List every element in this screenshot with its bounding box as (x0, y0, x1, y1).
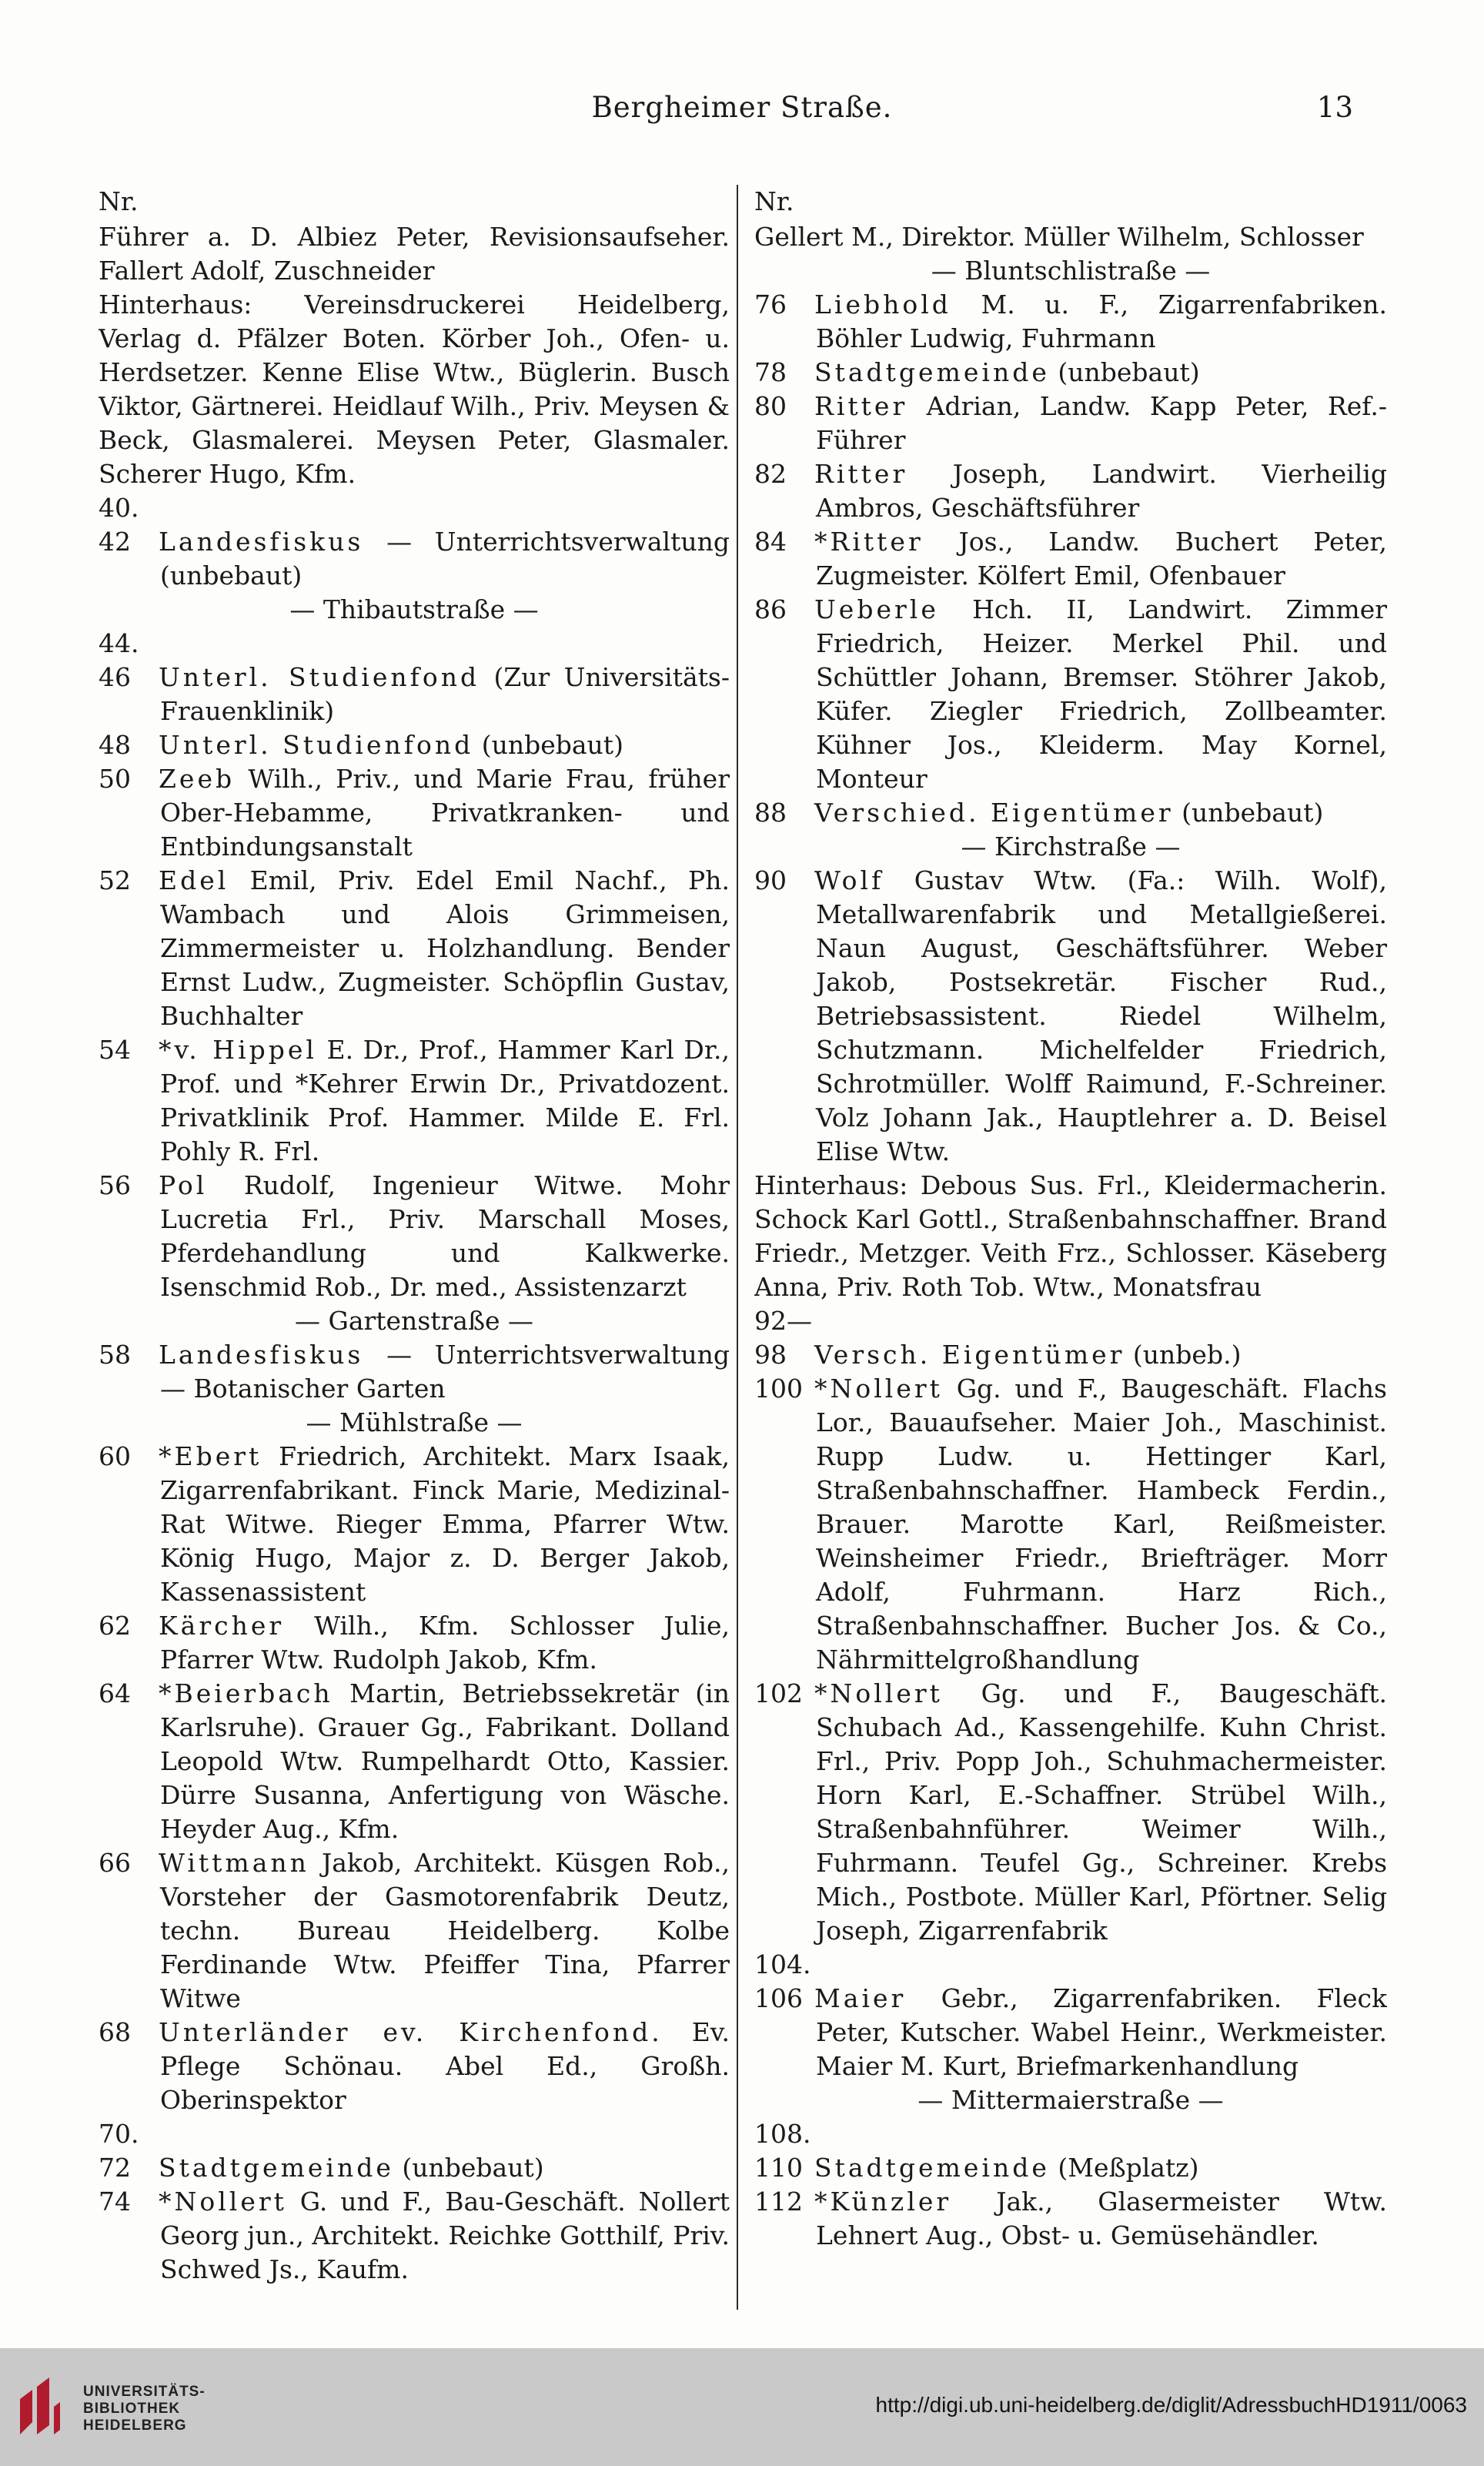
address-entry (754, 525, 1387, 593)
resident-text: Gg. und F., Baugeschäft. Schubach Ad., Kassengehilfe. Kuhn Christ. Frl., Priv. Popp Joh., Schuhmachermeister. Horn Karl, E.-Schaffner. Strübel Wilh., Straßenbahnführer. Weimer Wilh., Fuhrmann. Teufel Gg., Schreiner. Krebs Mich., Postbote. Müller Karl, Pförtner. Selig Joseph, Zigarrenfabrik (816, 1678, 1387, 1946)
house-number: 44. 46 (99, 628, 139, 692)
page-header (0, 91, 1484, 137)
column-number-label: Nr. (99, 186, 139, 216)
house-number: 62 (99, 1611, 131, 1641)
address-entry (99, 1033, 730, 1169)
owner-name: Landesfiskus (159, 527, 364, 557)
resident-text: (unbebaut) (1058, 357, 1200, 387)
house-number: 54 (99, 1035, 131, 1065)
resident-text: Wilh., Kfm. Schlosser Julie, Pfarrer Wtw. Rudolph Jakob, Kfm. (160, 1611, 730, 1675)
address-entry (99, 1677, 730, 1846)
column-divider (737, 185, 738, 2310)
resident-text: Ev. Pflege Schönau. Abel Ed., Großh. Oberinspektor (160, 2017, 730, 2115)
left-column (99, 185, 730, 2333)
address-entry (754, 356, 1387, 390)
house-number: 68 (99, 2017, 131, 2047)
owner-name: *Nollert (814, 1678, 943, 1708)
street-heading: — Kirchstraße — (961, 831, 1181, 862)
address-entry (754, 288, 1387, 356)
library-name-line-1: UNIVERSITÄTS- (83, 2384, 206, 2400)
house-number: 90 (754, 865, 787, 895)
house-number: 70. 72 (99, 2119, 139, 2183)
house-number: 82 (754, 459, 787, 489)
footer-bar (0, 2348, 1484, 2466)
library-logo-icon (17, 2376, 62, 2438)
address-entry (99, 864, 730, 1033)
address-entry (754, 1948, 1387, 2083)
owner-name: *v. Hippel (159, 1035, 317, 1065)
house-number: 56 (99, 1170, 131, 1200)
owner-name: Stadtgemeinde (159, 2153, 394, 2183)
address-entry (754, 390, 1387, 457)
owner-name: *Nollert (159, 2187, 287, 2217)
resident-text: Jakob, Architekt. Küsgen Rob., Vorsteher der Gasmotorenfabrik Deutz, techn. Bureau Heidelberg. Kolbe Ferdinande Wtw. Pfeiffer Tina, Pfarrer Witwe (160, 1848, 730, 2013)
house-number: 48 (99, 730, 131, 760)
owner-name: Versch. Eigentümer (814, 1340, 1125, 1370)
house-number: 52 (99, 865, 131, 895)
owner-name: Stadtgemeinde (814, 357, 1050, 387)
resident-text: M. u. F., Zigarrenfabriken. Böhler Ludwig, Fuhrmann (816, 289, 1387, 353)
owner-name: Unterl. Studienfond (159, 730, 474, 760)
resident-text: Joseph, Landwirt. Vierheilig Ambros, Geschäftsführer (816, 459, 1387, 523)
continuation-text: Hinterhaus: Debous Sus. Frl., Kleidermacherin. Schock Karl Gottl., Straßenbahnschaffner. Brand Friedr., Metzger. Veith Frz., Schlosser. Käseberg Anna, Priv. Roth Tob. Wtw., Monatsfrau (754, 1170, 1387, 1302)
address-entry (754, 1372, 1387, 1677)
owner-name: Unterl. Studienfond (159, 662, 480, 692)
resident-text: (unbeb.) (1132, 1340, 1242, 1370)
address-entry (754, 796, 1387, 830)
page-number: 13 (1316, 91, 1353, 124)
resident-text: (unbebaut) (1182, 798, 1324, 828)
owner-name: Verschied. Eigentümer (814, 798, 1174, 828)
continuation-text: Gellert M., Direktor. Müller Wilhelm, Schlosser (754, 222, 1364, 252)
owner-name: Ritter (814, 459, 908, 489)
right-column (754, 185, 1387, 2333)
resident-text: (unbebaut) (402, 2153, 544, 2183)
resident-text: — Unterrichtsverwaltung (unbebaut) (160, 527, 730, 591)
page-title: Bergheimer Straße. (591, 91, 893, 124)
address-entry (754, 864, 1387, 1169)
owner-name: *Ebert (159, 1441, 262, 1471)
address-entry (754, 1677, 1387, 1948)
street-heading: — Thibautstraße — (289, 594, 539, 624)
resident-text: Gustav Wtw. (Fa.: Wilh. Wolf), Metallwarenfabrik und Metallgießerei. Naun August, Geschäftsführer. Weber Jakob, Postsekretär. Fischer Rud., Betriebsassistent. Riedel Wilhelm, Schutzmann. Michelfelder Friedrich, Schrotmüller. Wolff Raimund, F.-Schreiner. Volz Johann Jak., Hauptlehrer a. D. Beisel Elise Wtw. (816, 865, 1387, 1166)
owner-name: Maier (814, 1983, 907, 2013)
resident-text: Hch. II, Landwirt. Zimmer Friedrich, Heizer. Merkel Phil. und Schüttler Johann, Bremser. Stöhrer Jakob, Küfer. Ziegler Friedrich, Zollbeamter. Kühner Jos., Kleiderm. May Kornel, Monteur (816, 594, 1387, 794)
address-entry (99, 1846, 730, 2016)
house-number: 78 (754, 357, 787, 387)
street-heading: — Mittermaierstraße — (917, 2085, 1224, 2115)
library-name (83, 2384, 206, 2434)
owner-name: Liebhold (814, 289, 951, 320)
library-name-line-3: HEIDELBERG (83, 2417, 187, 2434)
owner-name: Wolf (814, 865, 884, 895)
house-number: 74 (99, 2187, 131, 2217)
resident-text: — Unterrichtsverwaltung — Botanischer Garten (160, 1340, 730, 1404)
address-entry (99, 2016, 730, 2117)
address-entry (99, 2185, 730, 2287)
resident-text: G. und F., Bau-Geschäft. Nollert Georg jun., Architekt. Reichke Gotthilf, Priv. Schwed Js., Kaufm. (160, 2187, 730, 2284)
house-number: 88 (754, 798, 787, 828)
house-number: 40. 42 (99, 493, 139, 557)
owner-name: *Beierbach (159, 1678, 333, 1708)
house-number: 102 (754, 1678, 803, 1708)
resident-text: (Meßplatz) (1058, 2153, 1199, 2183)
owner-name: *Künzler (814, 2187, 952, 2217)
owner-name: *Ritter (814, 527, 924, 557)
street-heading: — Bluntschlistraße — (931, 256, 1211, 286)
resident-text: Wilh., Priv., und Marie Frau, früher Ober-Hebamme, Privatkranken- und Entbindungsanstalt (160, 764, 730, 862)
street-heading: — Mühlstraße — (306, 1407, 523, 1437)
resident-text: (Zur Universitäts-Frauenklinik) (160, 662, 730, 726)
address-entry (754, 2117, 1387, 2185)
resident-text: Rudolf, Ingenieur Witwe. Mohr Lucretia Frl., Priv. Marschall Moses, Pferdehandlung und Kalkwerke. Isenschmid Rob., Dr. med., Assistenzarzt (160, 1170, 730, 1302)
address-entry (99, 728, 730, 762)
owner-name: Pol (159, 1170, 208, 1200)
source-url-link[interactable]: http://digi.ub.uni-heidelberg.de/diglit/AdressbuchHD1911/0063 (875, 2393, 1467, 2417)
address-entry (99, 1169, 730, 1304)
house-number: 76 (754, 289, 787, 320)
resident-text: Jak., Glasermeister Wtw. Lehnert Aug., Obst- u. Gemüsehändler. (816, 2187, 1387, 2250)
house-number: 58 (99, 1340, 131, 1370)
street-heading: — Gartenstraße — (294, 1306, 534, 1336)
house-number: 86 (754, 594, 787, 624)
resident-text: Emil, Priv. Edel Emil Nachf., Ph. Wambach und Alois Grimmeisen, Zimmermeister u. Holzhandlung. Bender Ernst Ludw., Zugmeister. Schöpflin Gustav, Buchhalter (160, 865, 730, 1031)
owner-name: Wittmann (159, 1848, 309, 1878)
address-entry (99, 762, 730, 864)
house-number: 104. 106 (754, 1949, 811, 2013)
resident-text: E. Dr., Prof., Hammer Karl Dr., Prof. und *Kehrer Erwin Dr., Privatdozent. Privatklinik Prof. Hammer. Milde E. Frl. Pohly R. Frl. (160, 1035, 730, 1166)
house-number: 50 (99, 764, 131, 794)
resident-text: Gg. und F., Baugeschäft. Flachs Lor., Bauaufseher. Maier Joh., Maschinist. Rupp Ludw. u. Hettinger Karl, Straßenbahnschaffner. Hambeck Ferdin., Brauer. Marotte Karl, Reißmeister. Weinsheimer Friedr., Briefträger. Morr Adolf, Fuhrmann. Harz Rich., Straßenbahnschaffner. Bucher Jos. & Co., Nährmittelgroßhandlung (816, 1374, 1387, 1675)
owner-name: Stadtgemeinde (814, 2153, 1050, 2183)
owner-name: Ritter (814, 391, 908, 421)
house-number: 84 (754, 527, 787, 557)
address-entry (99, 1609, 730, 1677)
owner-name: *Nollert (814, 1374, 943, 1404)
resident-text: Adrian, Landw. Kapp Peter, Ref.-Führer (816, 391, 1387, 455)
resident-text: Jos., Landw. Buchert Peter, Zugmeister. Kölfert Emil, Ofenbauer (816, 527, 1387, 591)
house-number: 64 (99, 1678, 131, 1708)
owner-name: Unterländer ev. Kirchenfond. (159, 2017, 663, 2047)
house-number: 66 (99, 1848, 131, 1878)
continuation-text: Führer a. D. Albiez Peter, Revisionsaufseher. Fallert Adolf, Zuschneider (99, 222, 730, 286)
owner-name: Edel (159, 865, 229, 895)
address-entry (99, 2117, 730, 2185)
address-entry (99, 1440, 730, 1609)
owner-name: Zeeb (159, 764, 236, 794)
resident-text: Gebr., Zigarrenfabriken. Fleck Peter, Kutscher. Wabel Heinr., Werkmeister. Maier M. Kurt, Briefmarkenhandlung (816, 1983, 1387, 2081)
resident-text: (unbebaut) (481, 730, 623, 760)
library-name-line-2: BIBLIOTHEK (83, 2401, 181, 2417)
address-entry (754, 593, 1387, 796)
house-number: 92—98 (754, 1306, 812, 1370)
address-entry (754, 1304, 1387, 1372)
house-number: 112 (754, 2187, 803, 2217)
resident-text: Friedrich, Architekt. Marx Isaak, Zigarrenfabrikant. Finck Marie, Medizinal-Rat Witwe. Rieger Emma, Pfarrer Wtw. König Hugo, Major z. D. Berger Jakob, Kassenassistent (160, 1441, 730, 1607)
house-number: 108. 110 (754, 2119, 811, 2183)
house-number: 80 (754, 391, 787, 421)
column-number-label: Nr. (754, 186, 794, 216)
house-number: 60 (99, 1441, 131, 1471)
house-number: 100 (754, 1374, 803, 1404)
owner-name: Ueberle (814, 594, 939, 624)
owner-name: Kärcher (159, 1611, 285, 1641)
continuation-text: Hinterhaus: Vereinsdruckerei Heidelberg, Verlag d. Pfälzer Boten. Körber Joh., Ofen- u. Herdsetzer. Kenne Elise Wtw., Büglerin. Busch Viktor, Gärtnerei. Heidlauf Wilh., Priv. Meysen & Beck, Glasmalerei. Meysen Peter, Glasmaler. Scherer Hugo, Kfm. (99, 289, 730, 489)
address-entry (754, 2185, 1387, 2253)
address-entry (99, 491, 730, 593)
owner-name: Landesfiskus (159, 1340, 364, 1370)
resident-text: Martin, Betriebssekretär (in Karlsruhe). Grauer Gg., Fabrikant. Dolland Leopold Wtw. Rumpelhardt Otto, Kassier. Dürre Susanna, Anfertigung von Wäsche. Heyder Aug., Kfm. (160, 1678, 730, 1844)
address-entry (99, 627, 730, 728)
address-entry (99, 1338, 730, 1406)
address-entry (754, 457, 1387, 525)
